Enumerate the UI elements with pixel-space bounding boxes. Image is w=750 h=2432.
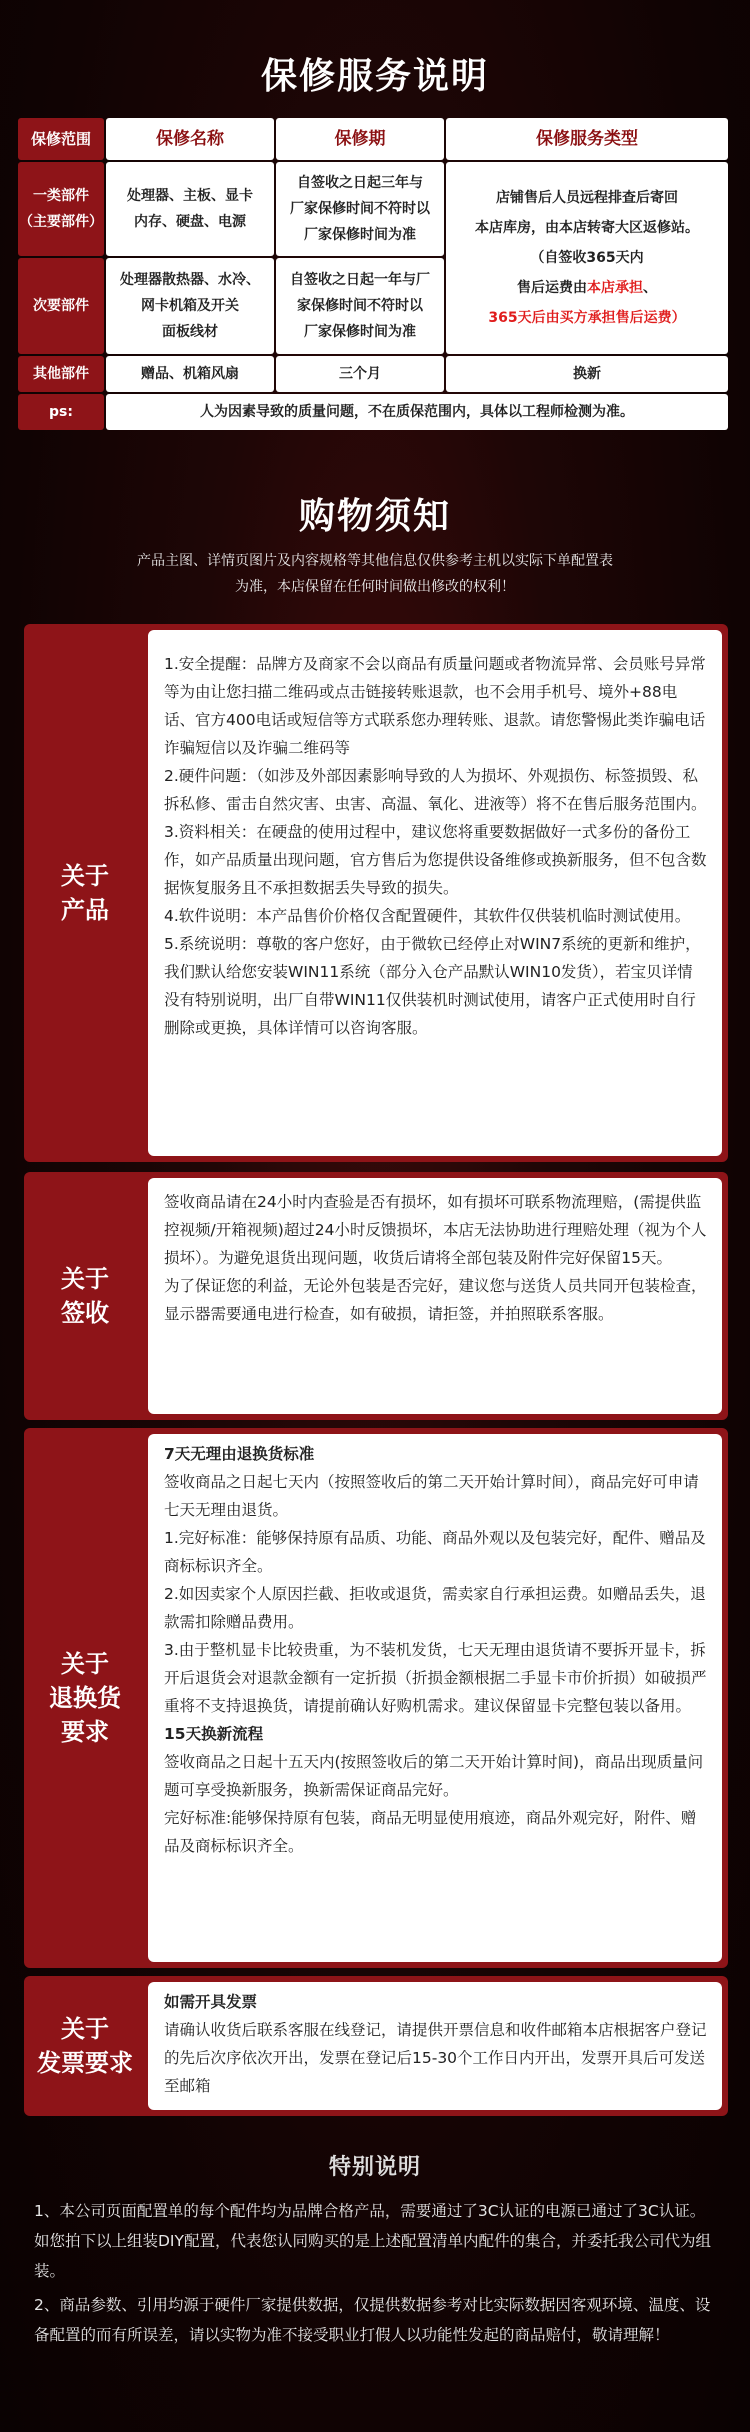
panel-invoice <box>24 1976 728 2116</box>
shopping-notice <box>40 548 710 600</box>
panel-invoice-content <box>148 1982 722 2110</box>
returns-para-3: 2.如因卖家个人原因拦截、拒收或退货，需卖家自行承担运费。如赠品丢失，退款需扣除赠品费用。 <box>164 1585 706 1631</box>
shopping-title: 购物须知 <box>298 496 451 537</box>
service-type-line3: （自签收365天内 <box>530 250 644 266</box>
row3-type: 换新 <box>446 356 728 392</box>
header-scope: 保修范围 <box>18 118 104 160</box>
header-name: 保修名称 <box>106 118 274 160</box>
panel-invoice-label: 关于 发票要求 <box>37 2015 133 2077</box>
panel-sign-content <box>148 1178 722 1414</box>
product-para-3: 3.资料相关：在硬盘的使用过程中，建议您将重要数据做好一式多份的备份工作，如产品质量出现问题，官方售后为您提供设备维修或换新服务，但不包含数据恢复服务且不承担数据丢失导致的损失。 <box>164 823 707 897</box>
service-type-line1: 店铺售后人员远程排查后寄回 <box>496 190 678 206</box>
special-item-1: 1、本公司页面配置单的每个配件均为品牌合格产品，需要通过了3C认证的电源已通过了3C认证。如您拍下以上组装DIY配置，代表您认同购买的是上述配置清单内配件的集合，并委托我公司代为组装。 <box>34 2202 711 2280</box>
row1-name: 处理器、主板、显卡 内存、硬盘、电源 <box>106 162 274 256</box>
panel-sign <box>24 1172 728 1420</box>
returns-para-5: 签收商品之日起十五天内(按照签收后的第二天开始计算时间)，商品出现质量问题可享受换新服务，换新需保证商品完好。 <box>164 1753 704 1799</box>
ps-label: ps: <box>18 394 104 430</box>
service-type-line4 <box>517 273 657 303</box>
panel-returns-label: 关于 退换货 要求 <box>49 1650 121 1746</box>
line4-post: 、 <box>643 280 657 296</box>
returns-para-1: 签收商品之日起七天内（按照签收后的第二天开始计算时间），商品完好可申请七天无理由退货。 <box>164 1473 699 1519</box>
panel-sign-label: 关于 签收 <box>61 1265 109 1327</box>
header-period: 保修期 <box>276 118 444 160</box>
panel-product <box>24 624 728 1162</box>
warranty-title: 保修服务说明 <box>260 56 489 97</box>
ps-text: 人为因素导致的质量问题，不在质保范围内，具体以工程师检测为准。 <box>106 394 728 430</box>
row3-name: 赠品、机箱风扇 <box>106 356 274 392</box>
row2-name: 处理器散热器、水冷、 网卡机箱及开关 面板线材 <box>106 258 274 354</box>
panel-returns-content <box>148 1434 722 1962</box>
special-title: 特别说明 <box>328 2155 421 2180</box>
notice-line1: 产品主图、详情页图片及内容规格等其他信息仅供参考主机以实际下单配置表 <box>137 553 613 569</box>
row3-period: 三个月 <box>276 356 444 392</box>
panel-product-label: 关于 产品 <box>61 862 109 924</box>
invoice-para-1: 请确认收货后联系客服在线登记，请提供开票信息和收件邮箱本店根据客户登记的先后次序依次开出，发票在登记后15-30个工作日内开出，发票开具后可发送至邮箱 <box>164 2021 707 2095</box>
service-type-cell <box>446 162 728 354</box>
line4-red: 本店承担 <box>587 280 643 296</box>
row1-period: 自签收之日起三年与 厂家保修时间不符时以 厂家保修时间为准 <box>276 162 444 256</box>
returns-para-2: 1.完好标准：能够保持原有品质、功能、商品外观以及包装完好，配件、赠品及商标标识齐全。 <box>164 1529 706 1575</box>
product-para-1: 1.安全提醒：品牌方及商家不会以商品有质量问题或者物流异常、会员账号异常等为由让您扫描二维码或点击链接转账退款，也不会用手机号、境外+88电话、官方400电话或短信等方式联系您办理转账、退款。请您警惕此类诈骗电话诈骗短信以及诈骗二维码等 <box>164 655 706 757</box>
returns-heading-7day: 7天无理由退换货标准 <box>164 1445 315 1463</box>
line4-pre: 售后运费由 <box>517 280 587 296</box>
returns-para-6: 完好标准:能够保持原有包装，商品无明显使用痕迹，商品外观完好，附件、赠品及商标标识齐全。 <box>164 1809 697 1855</box>
panel-returns <box>24 1428 728 1968</box>
product-para-5: 5.系统说明：尊敬的客户您好，由于微软已经停止对WIN7系统的更新和维护，我们默认给您安装WIN11系统（部分入仓产品默认WIN10发货），若宝贝详情没有特别说明，出厂自带WIN11仅供装机时测试使用，请客户正式使用时自行删除或更换，具体详情可以咨询客服。 <box>164 935 701 1037</box>
product-para-4: 4.软件说明：本产品售价价格仅含配置硬件，其软件仅供装机临时测试使用。 <box>164 907 691 925</box>
service-type-line5: 365天后由买方承担售后运费） <box>488 310 686 326</box>
special-item-2: 2、商品参数、引用均源于硬件厂家提供数据，仅提供数据参考对比实际数据因客观环境、温度、设备配置的而有所误差，请以实物为准不接受职业打假人以功能性发起的商品赔付，敬请理解！ <box>34 2296 711 2344</box>
invoice-heading: 如需开具发票 <box>164 1993 258 2011</box>
header-service-type: 保修服务类型 <box>446 118 728 160</box>
panel-product-content <box>148 630 722 1156</box>
notice-line2: 为准，本店保留在任何时间做出修改的权利！ <box>235 579 515 595</box>
row2-scope: 次要部件 <box>18 258 104 354</box>
returns-para-4: 3.由于整机显卡比较贵重，为不装机发货，七天无理由退货请不要拆开显卡，拆开后退货会对退款金额有一定折损（折损金额根据二手显卡市价折损）如破损严重将不支持退换货，请提前确认好购机需求。建议保留显卡完整包装以备用。 <box>164 1641 707 1715</box>
row3-scope: 其他部件 <box>18 356 104 392</box>
service-type-line2: 本店库房，由本店转寄大区返修站。 <box>475 220 699 236</box>
row1-scope: 一类部件 （主要部件） <box>18 162 104 256</box>
sign-para-1: 签收商品请在24小时内查验是否有损坏，如有损坏可联系物流理赔，(需提供监控视频/开箱视频)超过24小时反馈损坏，本店无法协助进行理赔处理（视为个人损坏）。为避免退货出现问题，收货后请将全部包装及附件完好保留15天。 <box>164 1193 707 1267</box>
sign-para-2: 为了保证您的利益，无论外包装是否完好，建议您与送货人员共同开包装检查，显示器需要通电进行检查，如有破损，请拒签，并拍照联系客服。 <box>164 1277 707 1323</box>
product-para-2: 2.硬件问题：（如涉及外部因素影响导致的人为损坏、外观损伤、标签损毁、私拆私修、雷击自然灾害、虫害、高温、氧化、进液等）将不在售后服务范围内。 <box>164 767 707 813</box>
row2-period: 自签收之日起一年与厂 家保修时间不符时以 厂家保修时间为准 <box>276 258 444 354</box>
returns-heading-15day: 15天换新流程 <box>164 1725 264 1743</box>
